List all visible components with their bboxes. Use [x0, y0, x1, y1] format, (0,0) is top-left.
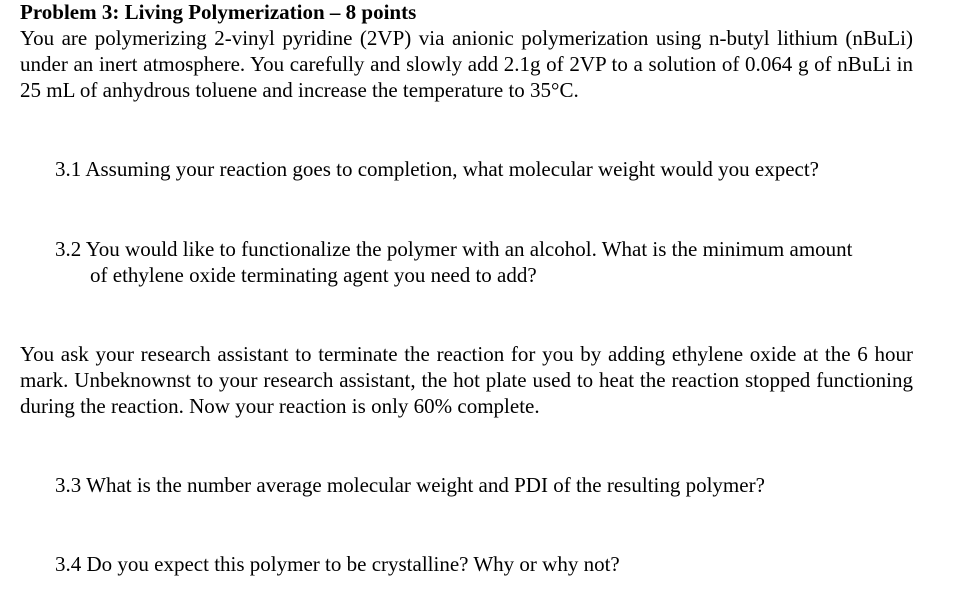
question-3-1: 3.1 Assuming your reaction goes to completion, what molecular weight would you expect? — [55, 157, 819, 181]
intro-paragraph: You are polymerizing 2-vinyl pyridine (2VP) via anionic polymerization using n-butyl lithium (nBuLi) under an inert atmosphere. You carefully and slowly add 2.1g of 2VP to a solution of 0.064 g of nBuLi in 25 mL of anhydrous toluene and increase the temperature to 35°C. — [20, 26, 913, 102]
question-3-3: 3.3 What is the number average molecular weight and PDI of the resulting polymer? — [55, 473, 765, 497]
question-3-2 — [55, 236, 925, 288]
question-3-4: 3.4 Do you expect this polymer to be crystalline? Why or why not? — [55, 552, 620, 576]
problem-title: Problem 3: Living Polymerization – 8 points — [20, 0, 417, 24]
question-3-2-line-1: 3.2 You would like to functionalize the polymer with an alcohol. What is the minimum amount — [55, 237, 853, 261]
middle-paragraph: You ask your research assistant to terminate the reaction for you by adding ethylene oxide at the 6 hour mark. Unbeknownst to your research assistant, the hot plate used to heat the reaction stopped functioning during the reaction. Now your reaction is only 60% complete. — [20, 342, 913, 418]
question-3-2-line-2: of ethylene oxide terminating agent you need to add? — [90, 263, 537, 287]
